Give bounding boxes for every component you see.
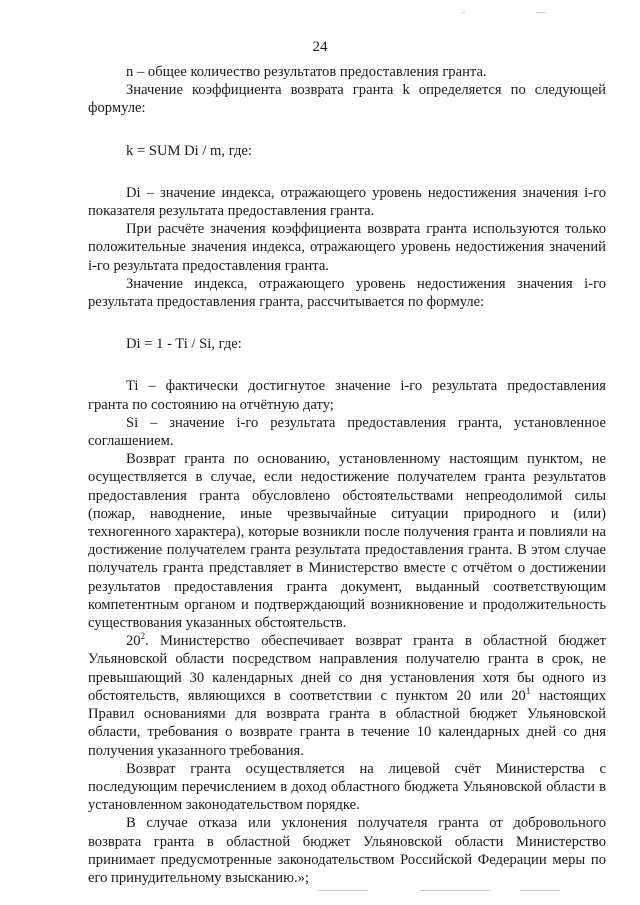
document-body: [88, 63, 606, 887]
paragraph-n-definition: n – общее количество результатов предоставления гранта.: [126, 64, 487, 80]
paragraph-number: 20: [126, 633, 141, 650]
paragraph-refund-account: Возврат гранта осуществляется на лицевой счёт Министерства с последующим перечислением в доход областного бюджета Ульяновской области в установленном законодательством порядке.: [88, 760, 606, 814]
paragraph-20-2: [88, 632, 606, 759]
scan-artifact: [462, 12, 465, 13]
paragraph-si-definition: Si – значение i-го результата предоставления гранта, установленное соглашением.: [88, 414, 606, 450]
scan-artifact: [536, 12, 546, 13]
paragraph-number-superscript: 2: [140, 631, 146, 642]
paragraph-20-2-text-b: настоящих Правил основаниями для возврата гранта в областной бюджет Ульяновской области, требования о возврате гранта в течение 10 календарных дней со дня получения указанного требования.: [88, 687, 606, 759]
paragraph-refusal: В случае отказа или уклонения получателя гранта от добровольного возврата гранта в областной бюджет Ульяновской области Министерство принимает предусмотренные законодательством Российской Федерации меры по его принудительному взысканию.»;: [88, 815, 606, 886]
formula-di: Di = 1 - Ti / Si, где:: [126, 336, 242, 353]
scan-artifact: [520, 890, 560, 891]
paragraph-k-intro: Значение коэффициента возврата гранта k определяется по следующей формуле:: [88, 82, 606, 117]
formula-k: k = SUM Di / m, где:: [126, 142, 252, 159]
paragraph-positive-values: При расчёте значения коэффициента возврата гранта используются только положительные значения индекса, отражающего уровень недостижения значений i-го результата предоставления гранта.: [88, 221, 606, 274]
paragraph-20-2-text-a: . Министерство обеспечивает возврат гранта в областной бюджет Ульяновской области посредством направления получателю гранта в срок, не превышающий 30 календарных дней со дня установления хотя бы одного из обстоятельств, являющихся в соответствии с пунктом 20 или 20: [88, 633, 606, 704]
page-number: 24: [312, 39, 328, 55]
paragraph-di-definition: Di – значение индекса, отражающего уровень недостижения значения i-го показателя результата предоставления гранта.: [88, 184, 606, 220]
scan-artifact: [318, 890, 368, 891]
scan-artifact: [420, 890, 490, 891]
reference-superscript: 1: [525, 686, 531, 697]
paragraph-index-intro: Значение индекса, отражающего уровень недостижения значения i-го результата предоставления гранта, рассчитывается по формуле:: [88, 275, 606, 311]
paragraph-force-majeure: Возврат гранта по основанию, установленному настоящим пунктом, не осуществляется в случае, если недостижение получателем гранта результатов предоставления гранта обусловлено обстоятельствами непреодолимой силы (пожар, наводнение, иные чрезвычайные ситуации природного и (или) техногенного характера), которые возникли после получения гранта и повлияли на достижение получателем гранта результата предоставления гранта. В этом случае получатель гранта представляет в Министерство вместе с отчётом о достижении результатов предоставления гранта документ, выданный соответствующим компетентным органом и подтверждающий возникновение и продолжительность существования указанных обстоятельств.: [88, 451, 606, 632]
paragraph-ti-definition: Ti – фактически достигнутое значение i-го результата предоставления гранта по состоянию на отчётную дату;: [88, 378, 606, 413]
